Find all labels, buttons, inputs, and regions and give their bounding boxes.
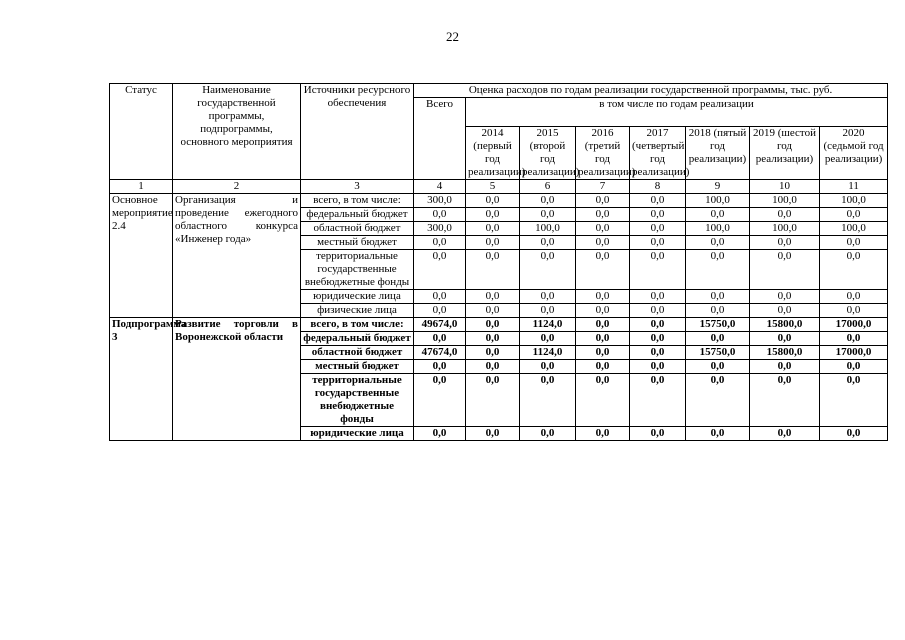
col-number: 1 <box>110 180 173 194</box>
row-value: 0,0 <box>630 374 686 427</box>
row-value: 0,0 <box>820 332 888 346</box>
row-value: 0,0 <box>750 250 820 290</box>
row-value: 0,0 <box>630 318 686 332</box>
row-program-name: Развитие торговли в Воронежской области <box>173 318 301 441</box>
row-value: 0,0 <box>630 236 686 250</box>
row-value: 0,0 <box>576 222 630 236</box>
row-value: 0,0 <box>466 332 520 346</box>
row-value: 0,0 <box>414 427 466 441</box>
table-row <box>110 194 888 208</box>
row-source: областной бюджет <box>301 222 414 236</box>
header-name: Наименование государственной программы, подпрограммы, основного мероприятия <box>173 84 301 180</box>
header-year-2019: 2019 (шестой год реализации) <box>750 127 820 180</box>
row-value: 100,0 <box>820 194 888 208</box>
header-year-2020: 2020 (седьмой год реализации) <box>820 127 888 180</box>
page-number: 22 <box>446 29 459 44</box>
header-year-2017: 2017 (четвертый год реализации) <box>630 127 686 180</box>
row-value: 0,0 <box>820 304 888 318</box>
table-row <box>110 318 888 332</box>
col-number: 9 <box>686 180 750 194</box>
col-number: 4 <box>414 180 466 194</box>
row-value: 0,0 <box>576 427 630 441</box>
row-source: всего, в том числе: <box>301 318 414 332</box>
row-value: 0,0 <box>750 332 820 346</box>
row-value: 300,0 <box>414 222 466 236</box>
row-value: 49674,0 <box>414 318 466 332</box>
row-value: 100,0 <box>750 194 820 208</box>
col-number: 11 <box>820 180 888 194</box>
row-value: 0,0 <box>820 236 888 250</box>
row-value: 0,0 <box>576 332 630 346</box>
row-value: 15800,0 <box>750 346 820 360</box>
row-value: 15750,0 <box>686 346 750 360</box>
row-value: 100,0 <box>820 222 888 236</box>
row-value: 0,0 <box>520 208 576 222</box>
header-estimate: Оценка расходов по годам реализации государственной программы, тыс. руб. <box>414 84 888 98</box>
col-number: 5 <box>466 180 520 194</box>
row-value: 0,0 <box>414 290 466 304</box>
row-value: 0,0 <box>576 208 630 222</box>
row-source: территориальные государственные внебюджетные фонды <box>301 250 414 290</box>
row-value: 1124,0 <box>520 346 576 360</box>
row-source: федеральный бюджет <box>301 208 414 222</box>
row-value: 0,0 <box>630 346 686 360</box>
col-number: 2 <box>173 180 301 194</box>
row-value: 0,0 <box>820 374 888 427</box>
row-value: 0,0 <box>750 236 820 250</box>
row-value: 0,0 <box>466 194 520 208</box>
row-value: 0,0 <box>630 194 686 208</box>
row-value: 100,0 <box>750 222 820 236</box>
row-value: 0,0 <box>750 208 820 222</box>
row-value: 0,0 <box>576 360 630 374</box>
row-source: местный бюджет <box>301 236 414 250</box>
row-value: 0,0 <box>414 374 466 427</box>
row-value: 0,0 <box>466 290 520 304</box>
row-status: Основное мероприятие 2.4 <box>110 194 173 318</box>
row-value: 15800,0 <box>750 318 820 332</box>
row-value: 17000,0 <box>820 346 888 360</box>
row-value: 0,0 <box>576 194 630 208</box>
row-value: 1124,0 <box>520 318 576 332</box>
row-value: 0,0 <box>520 427 576 441</box>
row-value: 0,0 <box>686 290 750 304</box>
row-value: 0,0 <box>820 427 888 441</box>
row-value: 0,0 <box>576 236 630 250</box>
row-value: 0,0 <box>630 250 686 290</box>
col-number: 10 <box>750 180 820 194</box>
row-source: физические лица <box>301 304 414 318</box>
header-year-2015: 2015 (второй год реализации) <box>520 127 576 180</box>
row-value: 0,0 <box>466 346 520 360</box>
row-value: 0,0 <box>520 194 576 208</box>
row-value: 0,0 <box>414 304 466 318</box>
row-value: 0,0 <box>466 208 520 222</box>
row-value: 0,0 <box>466 360 520 374</box>
row-value: 0,0 <box>520 250 576 290</box>
row-value: 0,0 <box>630 208 686 222</box>
row-value: 0,0 <box>576 346 630 360</box>
row-value: 0,0 <box>820 290 888 304</box>
row-value: 0,0 <box>630 360 686 374</box>
row-value: 0,0 <box>630 427 686 441</box>
row-value: 0,0 <box>750 290 820 304</box>
row-value: 0,0 <box>520 374 576 427</box>
row-source: территориальные государственные внебюджетные фонды <box>301 374 414 427</box>
header-status: Статус <box>110 84 173 180</box>
row-value: 100,0 <box>686 194 750 208</box>
row-value: 0,0 <box>520 332 576 346</box>
row-value: 0,0 <box>686 250 750 290</box>
budget-table <box>109 83 888 441</box>
row-value: 0,0 <box>466 304 520 318</box>
header-year-2018: 2018 (пятый год реализации) <box>686 127 750 180</box>
row-value: 0,0 <box>820 208 888 222</box>
row-value: 300,0 <box>414 194 466 208</box>
row-value: 15750,0 <box>686 318 750 332</box>
row-value: 0,0 <box>576 250 630 290</box>
row-value: 0,0 <box>686 236 750 250</box>
row-value: 0,0 <box>414 208 466 222</box>
row-source: федеральный бюджет <box>301 332 414 346</box>
row-value: 0,0 <box>466 374 520 427</box>
header-year-2016: 2016 (третий год реализации) <box>576 127 630 180</box>
col-number: 3 <box>301 180 414 194</box>
row-value: 0,0 <box>750 304 820 318</box>
row-source: всего, в том числе: <box>301 194 414 208</box>
row-value: 0,0 <box>630 304 686 318</box>
row-value: 0,0 <box>520 236 576 250</box>
row-value: 0,0 <box>750 374 820 427</box>
row-value: 0,0 <box>414 360 466 374</box>
row-source: областной бюджет <box>301 346 414 360</box>
row-status: Подпрограмма 3 <box>110 318 173 441</box>
row-value: 0,0 <box>520 304 576 318</box>
row-value: 0,0 <box>630 332 686 346</box>
row-value: 0,0 <box>466 250 520 290</box>
row-value: 0,0 <box>576 318 630 332</box>
row-value: 0,0 <box>466 222 520 236</box>
row-value: 47674,0 <box>414 346 466 360</box>
row-value: 0,0 <box>820 250 888 290</box>
row-value: 0,0 <box>466 236 520 250</box>
row-value: 0,0 <box>820 360 888 374</box>
row-value: 0,0 <box>466 318 520 332</box>
row-source: юридические лица <box>301 427 414 441</box>
header-sources: Источники ресурсного обеспечения <box>301 84 414 180</box>
row-value: 17000,0 <box>820 318 888 332</box>
row-value: 0,0 <box>630 290 686 304</box>
row-source: юридические лица <box>301 290 414 304</box>
row-value: 0,0 <box>576 304 630 318</box>
row-value: 0,0 <box>630 222 686 236</box>
row-value: 0,0 <box>750 360 820 374</box>
header-total: Всего <box>414 98 466 180</box>
row-value: 0,0 <box>686 427 750 441</box>
col-number: 6 <box>520 180 576 194</box>
row-value: 0,0 <box>520 290 576 304</box>
row-source: местный бюджет <box>301 360 414 374</box>
row-value: 0,0 <box>414 236 466 250</box>
row-value: 0,0 <box>520 360 576 374</box>
row-program-name: Организация и проведение ежегодного областного конкурса «Инженер года» <box>173 194 301 318</box>
row-value: 0,0 <box>686 332 750 346</box>
col-number: 8 <box>630 180 686 194</box>
row-value: 0,0 <box>414 250 466 290</box>
row-value: 100,0 <box>686 222 750 236</box>
row-value: 0,0 <box>750 427 820 441</box>
row-value: 0,0 <box>686 374 750 427</box>
row-value: 0,0 <box>686 208 750 222</box>
row-value: 0,0 <box>576 374 630 427</box>
row-value: 0,0 <box>466 427 520 441</box>
row-value: 0,0 <box>576 290 630 304</box>
col-number: 7 <box>576 180 630 194</box>
row-value: 0,0 <box>686 304 750 318</box>
header-year-2014: 2014 (первый год реализации) <box>466 127 520 180</box>
row-value: 100,0 <box>520 222 576 236</box>
row-value: 0,0 <box>686 360 750 374</box>
header-by-years: в том числе по годам реализации <box>466 98 888 127</box>
row-value: 0,0 <box>414 332 466 346</box>
